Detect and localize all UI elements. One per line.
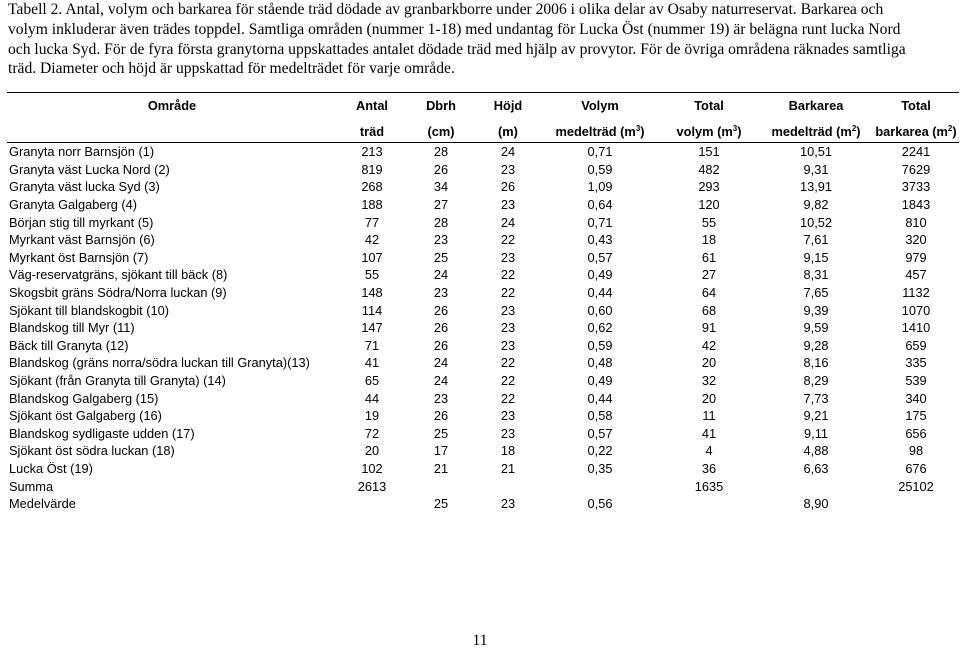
value-cell: 659 [905, 337, 927, 353]
value-cell: 10,51 [759, 143, 873, 161]
col-subheader-barkarea [759, 116, 873, 143]
value-cell: 23 [500, 408, 516, 424]
value-cell: 65 [364, 373, 380, 389]
value-cell: 0,58 [587, 408, 613, 424]
value-cell: 25102 [898, 478, 934, 494]
value-cell: 26 [500, 179, 516, 195]
col-subheader-antal: träd [359, 123, 385, 139]
value-cell: 8,29 [803, 373, 829, 389]
value-cell: 539 [905, 373, 927, 389]
col-header-barkarea: Barkarea [759, 93, 873, 117]
value-cell: 9,15 [803, 249, 829, 265]
table-row [7, 213, 959, 231]
value-cell: 25 [433, 249, 449, 265]
table-row [7, 477, 959, 495]
value-cell: 0,60 [587, 302, 613, 318]
value-cell: 23 [500, 320, 516, 336]
value-cell: 9,59 [803, 320, 829, 336]
value-cell: 64 [701, 285, 717, 301]
unit-sup: 2 [851, 123, 857, 133]
value-cell: 55 [364, 267, 380, 283]
value-cell: 656 [905, 425, 927, 441]
value-cell: 114 [361, 302, 383, 318]
value-cell: 23 [500, 302, 516, 318]
page-number: 11 [472, 632, 488, 649]
value-cell: 23 [500, 425, 516, 441]
value-cell: 42 [701, 337, 717, 353]
value-cell: 20 [701, 390, 717, 406]
table-caption [8, 0, 948, 79]
value-cell: 27 [433, 197, 449, 213]
col-subheader-dbrh: (cm) [427, 123, 455, 139]
value-cell: 24 [500, 214, 516, 230]
value-cell: 3733 [901, 179, 931, 195]
table-row [7, 372, 959, 390]
header-row-2 [7, 116, 959, 143]
table-row [7, 178, 959, 196]
row-label-cell: Blandskog Galgaberg (15) [9, 390, 159, 406]
row-label-cell: Granyta väst Lucka Nord (2) [9, 161, 170, 177]
table-row [7, 249, 959, 267]
value-cell: 22 [500, 373, 516, 389]
value-cell: 457 [905, 267, 927, 283]
col-subheader-total-volym [659, 116, 759, 143]
unit-text: volym (m [676, 123, 733, 139]
value-cell: 27 [701, 267, 717, 283]
value-cell: 0,44 [587, 390, 613, 406]
value-cell [475, 477, 541, 495]
row-label-cell: Granyta Galgaberg (4) [9, 197, 138, 213]
value-cell: 20 [364, 443, 380, 459]
value-cell: 0,49 [587, 267, 613, 283]
col-header-dbrh: Dbrh [407, 93, 475, 117]
value-cell: 8,16 [803, 355, 829, 371]
value-cell: 1132 [902, 285, 930, 301]
row-label-cell: Blandskog sydligaste udden (17) [9, 425, 195, 441]
value-cell: 0,59 [587, 337, 613, 353]
value-cell: 98 [908, 443, 924, 459]
value-cell: 8,90 [803, 496, 829, 512]
value-cell: 120 [698, 197, 720, 213]
unit-close: ) [952, 123, 957, 139]
value-cell: 9,21 [803, 408, 829, 424]
value-cell: 17 [433, 443, 449, 459]
value-cell: 23 [433, 285, 449, 301]
row-label-cell: Sjökant (från Granyta till Granyta) (14) [9, 373, 226, 389]
unit-sup: 3 [732, 123, 738, 133]
value-cell: 24 [475, 143, 541, 161]
value-cell: 0,57 [587, 425, 613, 441]
data-table [7, 92, 959, 512]
value-cell: 24 [433, 373, 449, 389]
value-cell: 2613 [357, 478, 387, 494]
value-cell: 34 [433, 179, 449, 195]
value-cell: 147 [361, 320, 383, 336]
value-cell: 0,48 [587, 355, 613, 371]
value-cell: 22 [500, 232, 516, 248]
col-header-antal: Antal [337, 93, 407, 117]
value-cell: 7629 [901, 161, 931, 177]
value-cell: 335 [905, 355, 927, 371]
row-label-cell: Sjökant öst södra luckan (18) [9, 443, 175, 459]
value-cell: 72 [364, 425, 380, 441]
value-cell: 32 [701, 373, 717, 389]
table-row [7, 301, 959, 319]
col-header-omrade: Område [7, 93, 337, 117]
value-cell [407, 477, 475, 495]
value-cell: 1635 [694, 478, 724, 494]
value-cell: 41 [701, 425, 717, 441]
value-cell: 9,31 [803, 161, 829, 177]
value-cell: 9,82 [803, 197, 829, 213]
value-cell: 0,64 [587, 197, 613, 213]
row-label-cell: Myrkant väst Barnsjön (6) [9, 232, 155, 248]
row-label-cell: Lucka Öst (19) [9, 460, 93, 476]
value-cell: 10,52 [799, 214, 833, 230]
row-label-cell: Granyta norr Barnsjön (1) [7, 143, 337, 161]
col-subheader-empty [7, 116, 337, 143]
value-cell: 71 [364, 337, 380, 353]
row-label-cell: Granyta väst lucka Syd (3) [9, 179, 160, 195]
row-label-cell: Sjökant öst Galgaberg (16) [9, 408, 162, 424]
table-row [7, 196, 959, 214]
value-cell [337, 495, 407, 513]
table-row [7, 495, 959, 513]
value-cell: 268 [361, 179, 383, 195]
value-cell: 23 [500, 337, 516, 353]
value-cell [759, 477, 873, 495]
value-cell: 28 [407, 143, 475, 161]
value-cell: 151 [659, 143, 759, 161]
value-cell: 9,28 [803, 337, 829, 353]
value-cell: 0,49 [587, 373, 613, 389]
value-cell: 26 [433, 161, 449, 177]
col-subheader-volym [541, 116, 659, 143]
value-cell: 0,71 [587, 214, 613, 230]
table-row [7, 354, 959, 372]
value-cell: 188 [361, 197, 383, 213]
value-cell: 676 [905, 460, 927, 476]
value-cell: 22 [500, 267, 516, 283]
value-cell: 4 [705, 443, 713, 459]
value-cell: 19 [364, 408, 380, 424]
value-cell: 13,91 [799, 179, 833, 195]
value-cell: 23 [433, 232, 449, 248]
unit-close: ) [737, 123, 742, 139]
value-cell: 21 [433, 460, 449, 476]
value-cell: 2241 [873, 143, 959, 161]
value-cell: 4,88 [803, 443, 829, 459]
value-cell: 1070 [901, 302, 931, 318]
value-cell: 7,73 [803, 390, 829, 406]
table-row [7, 266, 959, 284]
value-cell: 0,35 [587, 460, 613, 476]
value-cell: 26 [433, 408, 449, 424]
value-cell: 26 [433, 337, 449, 353]
col-header-total-volym: Total [659, 93, 759, 117]
value-cell: 11 [702, 408, 716, 424]
table-row [7, 143, 959, 161]
unit-text: medelträd (m [555, 123, 636, 139]
value-cell: 28 [433, 214, 449, 230]
table-row [7, 231, 959, 249]
value-cell: 7,65 [803, 285, 829, 301]
col-header-hojd: Höjd [475, 93, 541, 117]
unit-text: barkarea (m [875, 123, 948, 139]
value-cell: 41 [364, 355, 380, 371]
value-cell: 293 [698, 179, 720, 195]
value-cell: 175 [905, 408, 927, 424]
row-label-cell: Bäck till Granyta (12) [9, 337, 129, 353]
table-row [7, 407, 959, 425]
value-cell: 77 [364, 214, 380, 230]
row-label-cell: Summa [9, 478, 54, 494]
unit-sup: 3 [635, 123, 641, 133]
value-cell: 55 [701, 214, 717, 230]
unit-close: ) [640, 123, 645, 139]
table-row [7, 284, 959, 302]
caption-line: träd. Diameter och höjd är uppskattad för medelträdet för varje område. [8, 60, 455, 78]
value-cell: 482 [698, 161, 720, 177]
value-cell: 25 [433, 496, 449, 512]
value-cell: 148 [361, 285, 383, 301]
value-cell: 25 [433, 425, 449, 441]
value-cell: 23 [500, 197, 516, 213]
value-cell: 24 [433, 355, 449, 371]
table-row [7, 442, 959, 460]
caption-line: volym inkluderar även trädes toppdel. Samtliga områden (nummer 1-18) med undantag för Lucka Öst (nummer 19) är belägna runt lucka Nord [8, 20, 901, 38]
value-cell: 36 [701, 460, 717, 476]
table-row [7, 389, 959, 407]
unit-sup: 2 [947, 123, 953, 133]
value-cell: 0,57 [587, 249, 613, 265]
value-cell: 0,62 [587, 320, 613, 336]
value-cell: 819 [361, 161, 383, 177]
value-cell: 68 [701, 302, 717, 318]
table-row [7, 337, 959, 355]
value-cell: 18 [500, 443, 516, 459]
value-cell: 42 [364, 232, 380, 248]
row-label-cell: Blandskog (gräns norra/södra luckan till Granyta)(13) [9, 355, 310, 371]
value-cell: 107 [361, 249, 383, 265]
table-row [7, 460, 959, 478]
value-cell [873, 495, 959, 513]
value-cell: 102 [361, 460, 383, 476]
value-cell [659, 495, 759, 513]
value-cell: 0,44 [587, 285, 613, 301]
value-cell: 6,63 [803, 460, 829, 476]
value-cell: 91 [701, 320, 717, 336]
row-label-cell: Sjökant till blandskogbit (10) [9, 302, 170, 318]
value-cell: 0,43 [587, 232, 613, 248]
value-cell: 23 [500, 161, 516, 177]
row-label-cell: Väg-reservatgräns, sjökant till bäck (8) [9, 267, 228, 283]
value-cell: 979 [905, 249, 927, 265]
value-cell: 320 [905, 232, 927, 248]
value-cell: 26 [433, 302, 449, 318]
value-cell: 22 [500, 355, 516, 371]
value-cell: 24 [433, 267, 449, 283]
value-cell: 1843 [901, 197, 931, 213]
row-label-cell: Myrkant öst Barnsjön (7) [9, 249, 149, 265]
value-cell: 61 [701, 249, 717, 265]
value-cell: 8,31 [803, 267, 829, 283]
table-body [7, 143, 959, 513]
row-label-cell: Medelvärde [9, 496, 76, 512]
value-cell: 21 [500, 460, 516, 476]
row-label-cell: Skogsbit gräns Södra/Norra luckan (9) [9, 285, 227, 301]
value-cell: 22 [500, 390, 516, 406]
value-cell: 1,09 [587, 179, 613, 195]
col-header-volym: Volym [541, 93, 659, 117]
caption-line: och lucka Syd. För de fyra första granytorna uppskattades antalet dödade träd med hjälp av provytor. För de övriga områdena räknades samtliga [8, 40, 906, 58]
value-cell: 9,11 [804, 425, 828, 441]
value-cell: 0,56 [587, 496, 613, 512]
value-cell: 23 [500, 249, 516, 265]
value-cell: 18 [701, 232, 717, 248]
value-cell: 9,39 [803, 302, 829, 318]
table-row [7, 161, 959, 179]
caption-line: Tabell 2. Antal, volym och barkarea för stående träd dödade av granbarkborre under 2006 i olika delar av Osaby naturreservat. Barkarea och [8, 1, 884, 18]
value-cell: 340 [905, 390, 927, 406]
value-cell: 44 [364, 390, 380, 406]
value-cell [541, 477, 659, 495]
unit-close: ) [856, 123, 861, 139]
table-row [7, 425, 959, 443]
value-cell: 0,59 [587, 161, 613, 177]
value-cell: 0,22 [587, 443, 613, 459]
value-cell: 26 [433, 320, 449, 336]
value-cell: 810 [905, 214, 927, 230]
header-row-1 [7, 93, 959, 117]
col-subheader-hojd: (m) [498, 123, 518, 139]
value-cell: 0,71 [541, 143, 659, 161]
table-row [7, 319, 959, 337]
value-cell: 1410 [901, 320, 931, 336]
row-label-cell: Blandskog till Myr (11) [9, 320, 135, 336]
value-cell: 213 [337, 143, 407, 161]
value-cell: 20 [701, 355, 717, 371]
col-subheader-total-barkarea [873, 116, 959, 143]
unit-text: medelträd (m [771, 123, 852, 139]
value-cell: 23 [433, 390, 449, 406]
row-label-cell: Början stig till myrkant (5) [9, 214, 154, 230]
col-header-total-barkarea: Total [873, 93, 959, 117]
value-cell: 22 [500, 285, 516, 301]
value-cell: 7,61 [803, 232, 829, 248]
value-cell: 23 [500, 496, 516, 512]
